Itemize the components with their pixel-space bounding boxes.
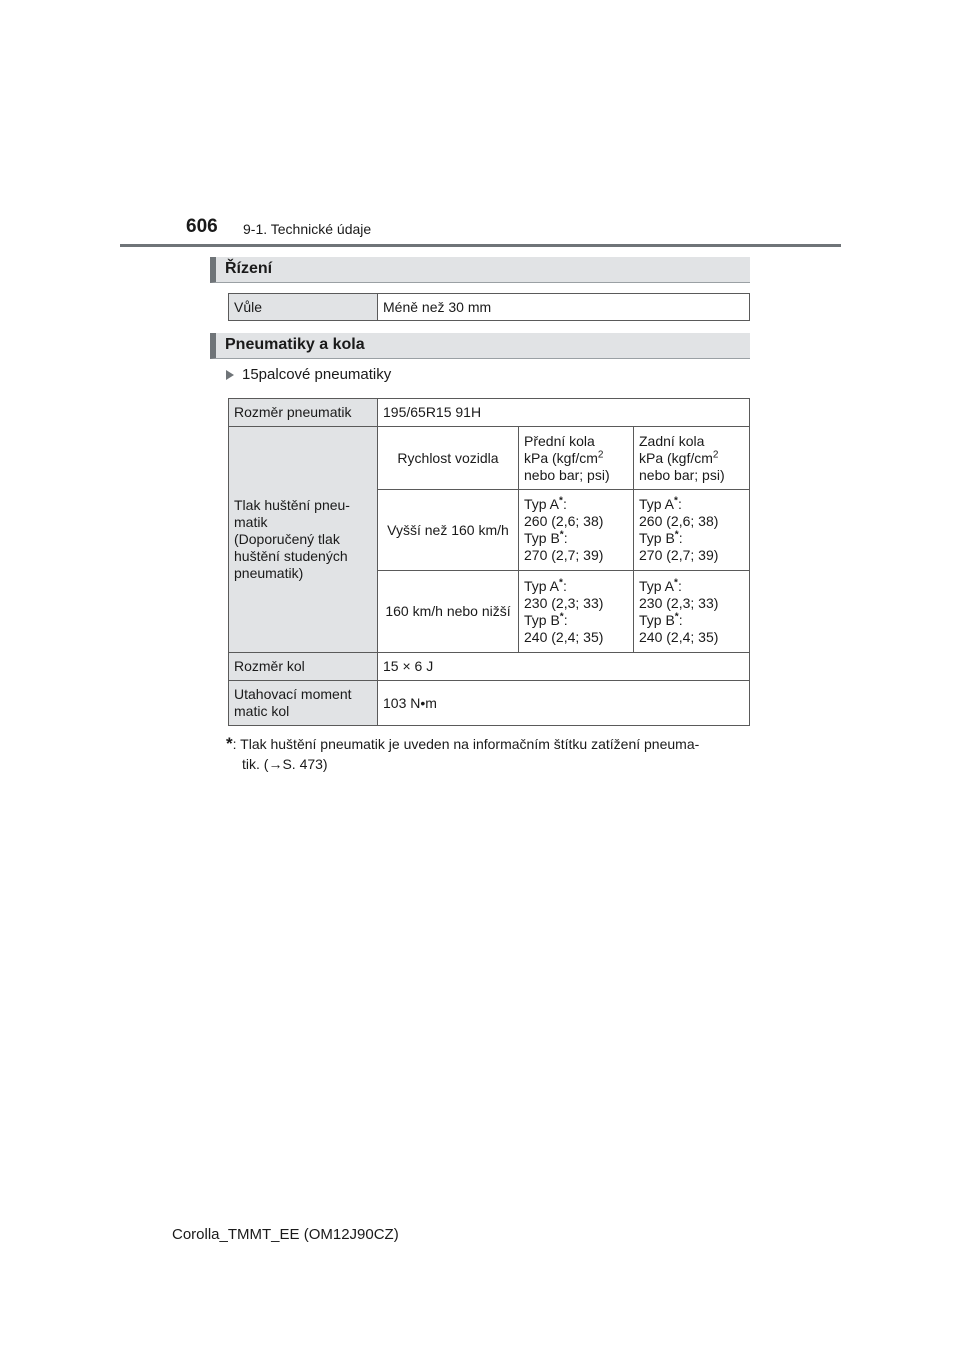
steering-table [228, 293, 750, 321]
front-high: Typ A*: 260 (2,6; 38) Typ B*: 270 (2,7; 39) [519, 490, 634, 571]
front-low: Typ A*: 230 (2,3; 33) Typ B*: 240 (2,4; 35) [519, 571, 634, 653]
table-row [229, 653, 750, 681]
tire-size-value: 195/65R15 91H [378, 399, 750, 427]
rear-header: Zadní kola kPa ($kgf/cm^2$ nebo bar; psi) [634, 427, 750, 490]
table-row [229, 399, 750, 427]
play-label: Vůle [229, 294, 378, 321]
speed-header: Rychlost vozidla [378, 427, 519, 490]
table-row [229, 294, 750, 321]
bullet-15inch [226, 366, 391, 383]
rear-high: Typ A*: 260 (2,6; 38) Typ B*: 270 (2,7; 39) [634, 490, 750, 571]
tires-table [228, 398, 750, 726]
torque-label: Utahovací moment matic kol [229, 681, 378, 726]
section-header: 9-1. Technické údaje [243, 221, 372, 237]
footnote: *: Tlak huštění pneumatik je uveden na informačním štítku zatížení pneuma- tik. (→S. 473) [226, 734, 700, 772]
pressure-label: Tlak huštění pneu- matik (Doporučený tlak huštění studených pneumatik) [229, 427, 378, 653]
page-footer: Corolla_TMMT_EE (OM12J90CZ) [172, 1226, 399, 1243]
speed-high: Vyšší než 160 km/h [378, 490, 519, 571]
speed-low: 160 km/h nebo nižší [378, 571, 519, 653]
steering-heading-text: Řízení [225, 260, 273, 277]
torque-value: 103 N•m [378, 681, 750, 726]
wheel-size-value: 15 × 6 J [378, 653, 750, 681]
header-rule [120, 244, 841, 247]
front-header: Přední kola kPa ($kgf/cm^2$ nebo bar; psi) [519, 427, 634, 490]
triangle-bullet-icon [226, 370, 234, 380]
arrow-right-icon: → [268, 756, 283, 772]
footnote-asterisk: * [226, 734, 233, 753]
tire-size-label: Rozměr pneumatik [229, 399, 378, 427]
table-row [229, 681, 750, 726]
play-value: Méně než 30 mm [378, 294, 750, 321]
bullet-label: 15palcové pneumatiky [242, 366, 392, 383]
steering-heading [210, 257, 750, 283]
table-row [229, 427, 750, 490]
page-number: 606 [186, 216, 218, 237]
wheel-size-label: Rozměr kol [229, 653, 378, 681]
rear-low: Typ A*: 230 (2,3; 33) Typ B*: 240 (2,4; 35) [634, 571, 750, 653]
tires-heading-text: Pneumatiky a kola [225, 336, 365, 353]
tires-heading [210, 333, 750, 359]
